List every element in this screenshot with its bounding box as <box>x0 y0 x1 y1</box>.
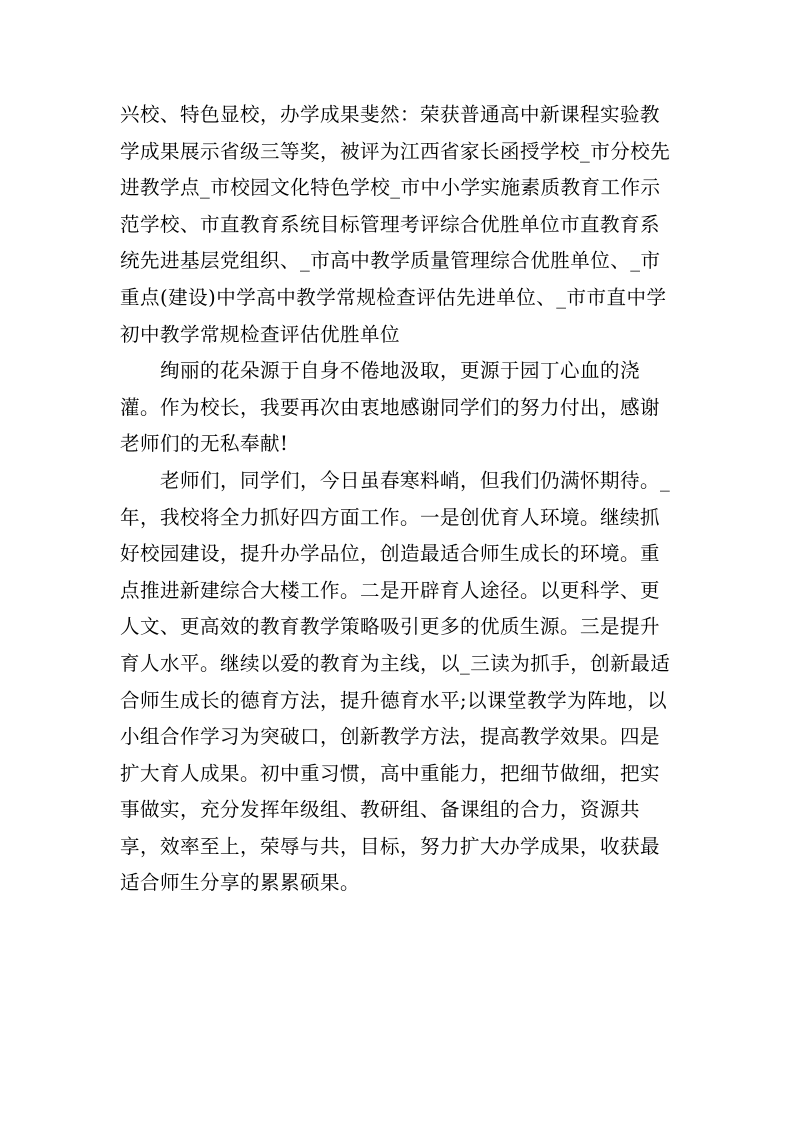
paragraph-thanks: 绚丽的花朵源于自身不倦地汲取，更源于园丁心血的浇灌。作为校长，我要再次由衷地感谢同学们的努力付出，感谢老师们的无私奉献! <box>120 359 661 456</box>
paragraph-school-achievements: 兴校、特色显校，办学成果斐然：荣获普通高中新课程实验教学成果展示省级三等奖，被评为江西省家长函授学校_市分校先进教学点_市校园文化特色学校_市中小学实施素质教育工作示范学校、市直教育系统目标管理考评综合优胜单位市直教育系统先进基层党组织、_市高中教学质量管理综合优胜单位、_市重点(建设)中学高中教学常规检查评估先进单位、_市市直中学初中教学常规检查评估优胜单位 <box>120 103 671 346</box>
document-body <box>120 97 676 902</box>
paragraph-work-plan: 老师们，同学们，今日虽春寒料峭，但我们仍满怀期待。_年，我校将全力抓好四方面工作。一是创优育人环境。继续抓好校园建设，提升办学品位，创造最适合师生成长的环境。重点推进新建综合大楼工作。二是开辟育人途径。以更科学、更人文、更高效的教育教学策略吸引更多的优质生源。三是提升育人水平。继续以爱的教育为主线，以_三读为抓手，创新最适合师生成长的德育方法，提升德育水平;以课堂教学为阵地，以小组合作学习为突破口，创新教学方法，提高教学效果。四是扩大育人成果。初中重习惯，高中重能力，把细节做细，把实事做实，充分发挥年级组、教研组、备课组的合力，资源共享，效率至上，荣辱与共，目标，努力扩大办学成果，收获最适合师生分享的累累硕果。 <box>120 468 671 895</box>
